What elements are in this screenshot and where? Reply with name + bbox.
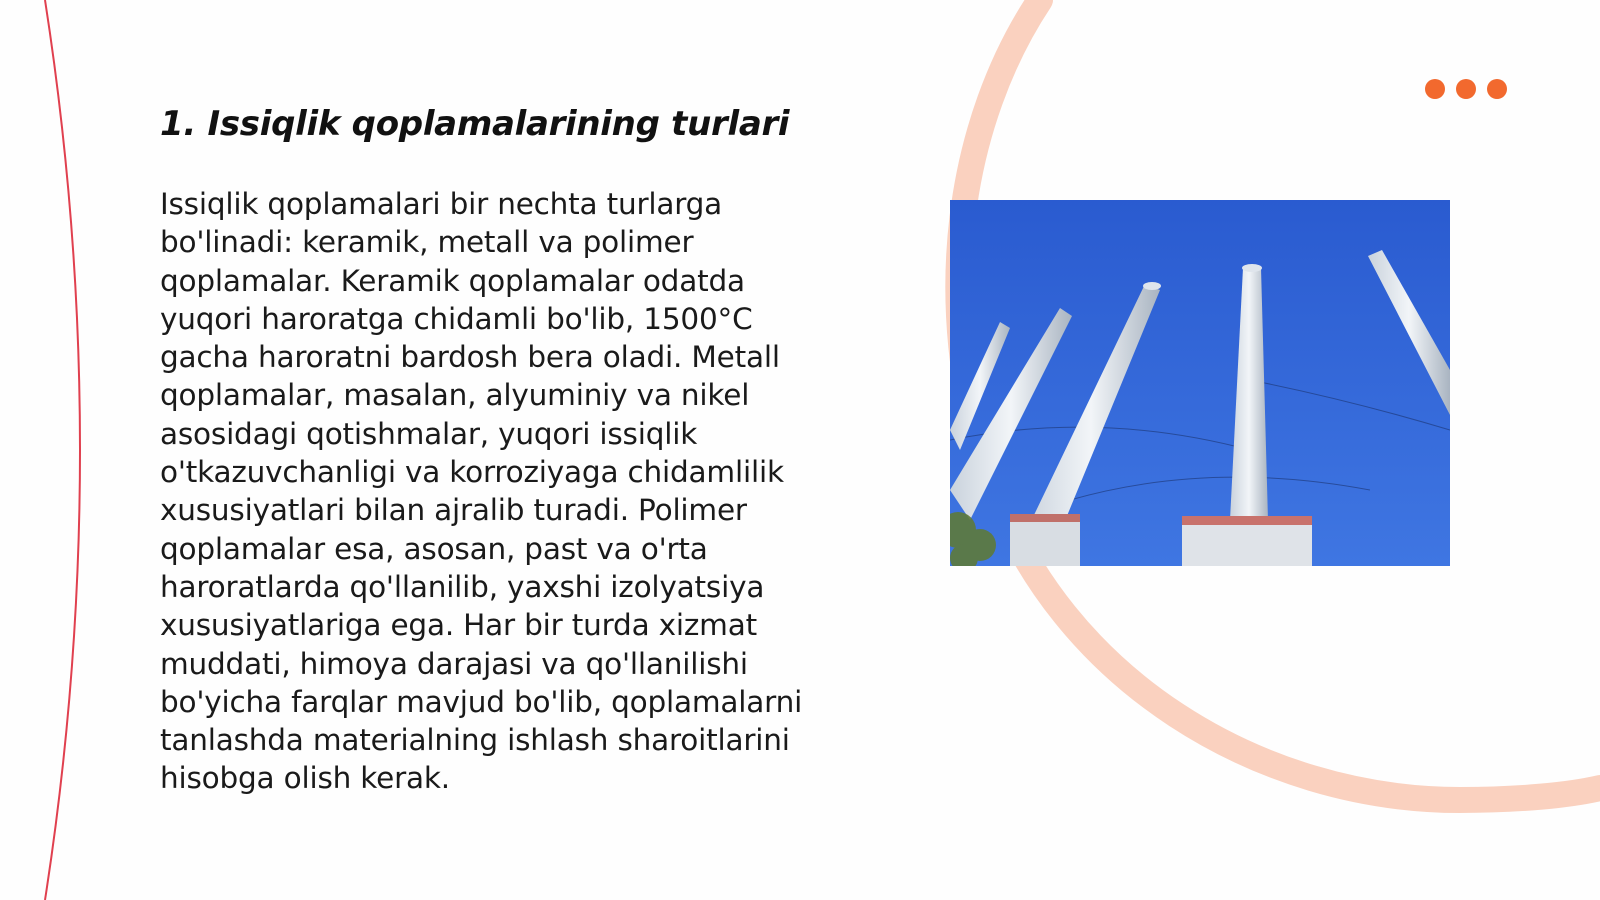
chimneys-photo — [950, 200, 1450, 566]
left-accent-curve — [45, 0, 80, 900]
three-dots-icon — [1425, 79, 1507, 99]
dot-icon — [1456, 79, 1476, 99]
slide-body-text: Issiqlik qoplamalari bir nechta turlarga bo'linadi: keramik, metall va polimer qoplamalar. Keramik qoplamalar odatda yuqori haroratga chidamli bo'lib, 1500°C gacha haroratni bardosh bera oladi. Metall qoplamalar, masalan, alyuminiy va nikel asosidagi qotishmalar, yuqori issiqlik o'tkazuvchanligi va korroziyaga chidamlilik xususiyatlari bilan ajralib turadi. Polimer qoplamalar esa, asosan, past va o'rta haroratlarda qo'llanilib, yaxshi izolyatsiya xususiyatlariga ega. Har bir turda xizmat muddati, himoya darajasi va qo'llanilishi bo'yicha farqlar mavjud bo'lib, qoplamalarni tanlashda materialning ishlash sharoitlarini hisobga olish kerak. — [160, 187, 803, 796]
dot-icon — [1487, 79, 1507, 99]
dot-icon — [1425, 79, 1445, 99]
slide-title: 1. Issiqlik qoplamalarining turlari — [160, 104, 790, 144]
